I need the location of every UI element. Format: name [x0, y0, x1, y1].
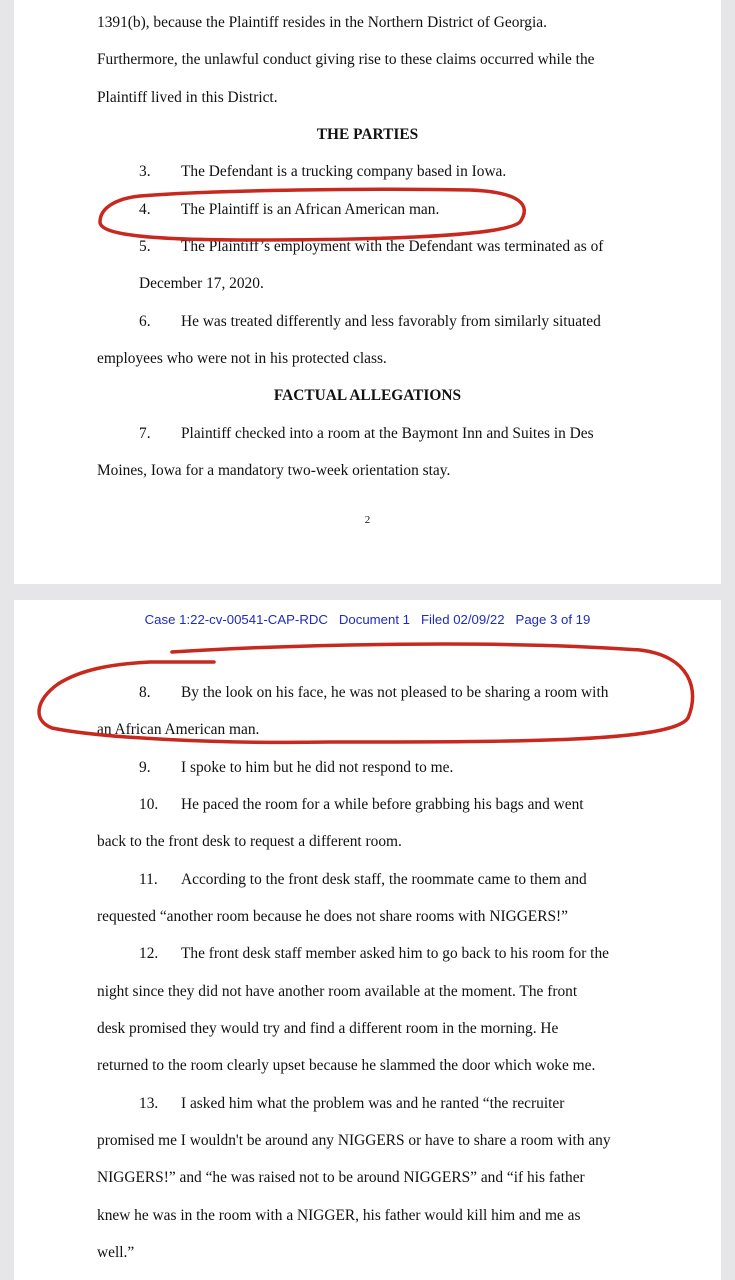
paragraph-number: 8.	[139, 684, 151, 701]
text-line: Plaintiff lived in this District.	[97, 89, 278, 106]
text-line: requested “another room because he does not share rooms with NIGGERS!”	[97, 908, 568, 925]
text-line: back to the front desk to request a different room.	[97, 833, 402, 850]
text-line: desk promised they would try and find a different room in the morning. He	[97, 1020, 559, 1037]
section-heading-facts: FACTUAL ALLEGATIONS	[273, 387, 462, 404]
text-line: December 17, 2020.	[139, 275, 264, 292]
paragraph-text: The front desk staff member asked him to go back to his room for the	[181, 945, 609, 962]
paragraph-5	[139, 237, 661, 257]
paragraph-text: By the look on his face, he was not pleased to be sharing a room with	[181, 684, 609, 701]
text-line: knew he was in the room with a NIGGER, his father would kill him and me as	[97, 1207, 581, 1224]
section-heading-parties: THE PARTIES	[316, 126, 419, 143]
text-line: promised me I wouldn't be around any NIGGERS or have to share a room with any	[97, 1132, 611, 1149]
text-line: Furthermore, the unlawful conduct giving rise to these claims occurred while the	[97, 51, 595, 68]
page-number: 2	[364, 514, 371, 526]
text-line: 1391(b), because the Plaintiff resides in the Northern District of Georgia.	[97, 14, 547, 31]
text-line: night since they did not have another room available at the moment. The front	[97, 983, 578, 1000]
paragraph-text: I asked him what the problem was and he ranted “the recruiter	[181, 1095, 565, 1112]
paragraph-number: 11.	[139, 871, 158, 888]
paragraph-number: 9.	[139, 759, 151, 776]
paragraph-number: 6.	[139, 313, 151, 330]
paragraph-number: 12.	[139, 945, 159, 962]
document-page-3	[14, 600, 721, 1280]
paragraph-number: 10.	[139, 796, 159, 813]
paragraph-text: According to the front desk staff, the roommate came to them and	[181, 871, 587, 888]
paragraph-text: He paced the room for a while before grabbing his bags and went	[181, 796, 584, 813]
paragraph-number: 7.	[139, 425, 151, 442]
paragraph-7	[139, 424, 661, 444]
paragraph-text: The Plaintiff is an African American man.	[181, 201, 440, 218]
case-header: Case 1:22-cv-00541-CAP-RDC Document 1 Filed 02/09/22 Page 3 of 19	[144, 612, 591, 627]
paragraph-13	[139, 1094, 661, 1114]
paragraph-3	[139, 162, 661, 182]
paragraph-text: The Defendant is a trucking company based in Iowa.	[181, 163, 507, 180]
text-line: an African American man.	[97, 721, 260, 738]
paragraph-text: He was treated differently and less favorably from similarly situated	[181, 313, 601, 330]
paragraph-number: 3.	[139, 163, 151, 180]
paragraph-10	[139, 795, 661, 815]
paragraph-12	[139, 944, 661, 964]
paragraph-9	[139, 758, 661, 778]
paragraph-8	[139, 683, 661, 703]
paragraph-number: 13.	[139, 1095, 159, 1112]
paragraph-11	[139, 870, 661, 890]
text-line: returned to the room clearly upset because he slammed the door which woke me.	[97, 1057, 596, 1074]
paragraph-text: I spoke to him but he did not respond to me.	[181, 759, 454, 776]
text-line: well.”	[97, 1244, 135, 1261]
paragraph-6	[139, 312, 661, 332]
text-line: Moines, Iowa for a mandatory two-week orientation stay.	[97, 462, 451, 479]
document-page-2	[14, 0, 721, 584]
paragraph-number: 5.	[139, 238, 151, 255]
paragraph-4	[139, 200, 661, 220]
text-line: NIGGERS!” and “he was raised not to be around NIGGERS” and “if his father	[97, 1169, 585, 1186]
paragraph-number: 4.	[139, 201, 151, 218]
paragraph-text: The Plaintiff’s employment with the Defendant was terminated as of	[181, 238, 604, 255]
text-line: employees who were not in his protected class.	[97, 350, 387, 367]
paragraph-text: Plaintiff checked into a room at the Baymont Inn and Suites in Des	[181, 425, 594, 442]
